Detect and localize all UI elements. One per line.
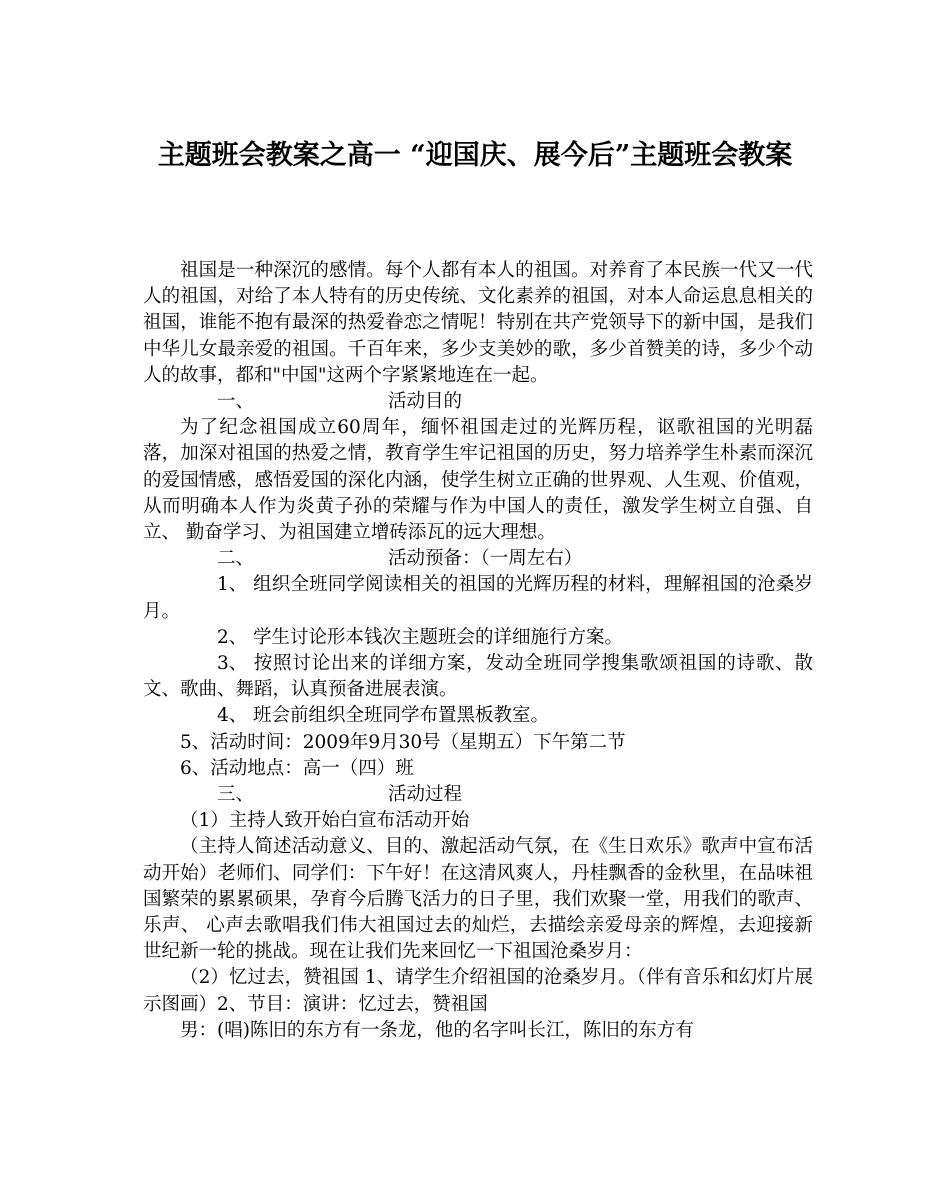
document-title: 主题班会教案之高一 “迎国庆、展今后”主题班会教案 (157, 140, 793, 171)
section-number: 三、 (217, 784, 255, 806)
list-item-4 (143, 703, 813, 729)
paragraph-intro: 祖国是一种深沉的感情。每个人都有本人的祖国。对养育了本民族一代又一代人的祖国，对给了本人特有的历史传统、文化素养的祖国，对本人命运息息相关的祖国，谁能不抱有最深的热爱眷恋之情呢！特别在共产党领导下的新中国，是我们中华儿女最亲爱的祖国。千百年来，多少支美妙的歌，多少首赞美的诗，多少个动人的故事，都和"中国"这两个字紧紧地连在一起。 (143, 260, 813, 386)
activity-time: 5、活动时间：2009年9月30号（星期五）下午第二节 (180, 731, 626, 753)
paragraph-song: 男：(唱)陈旧的东方有一条龙，他的名字叫长江，陈旧的东方有 (180, 1019, 694, 1041)
step-1-heading: （1）主持人致开始白宣布活动开始 (180, 810, 470, 832)
section-number: 二、 (217, 548, 255, 570)
list-text: 按照讨论出来的详细方案，发动全班同学搜集歌颂祖国的诗歌、散文、歌曲、舞蹈，认真预备进展表演。 (143, 653, 813, 701)
list-item-1 (143, 572, 813, 624)
section-heading-3 (143, 782, 813, 808)
list-number: 1、 (217, 574, 248, 596)
paragraph-purpose: 为了纪念祖国成立60周年，缅怀祖国走过的光辉历程，讴歌祖国的光明磊落，加深对祖国的热爱之情，教育学生牢记祖国的历史，努力培养学生朴素而深沉的爱国情感，感悟爱国的深化内涵，使学生树立正确的世界观、人生观、价值观，从而明确本人作为炎黄子孙的荣耀与作为中国人的责任，激发学生树立自强、自立、 勤奋学习、为祖国建立增砖添瓦的远大理想。 (143, 417, 813, 544)
section-title: 活动过程 (388, 784, 463, 806)
section-title: 活动预备：（一周左右） (388, 548, 583, 570)
list-text: 班会前组织全班同学布置黑板教室。 (253, 705, 550, 727)
list-item-3 (143, 651, 813, 703)
list-text: 学生讨论形本钱次主题班会的详细施行方案。 (253, 626, 624, 648)
list-item-2 (143, 625, 813, 651)
step-2-paragraph: （2）忆过去，赞祖国 1、请学生介绍祖国的沧桑岁月。（伴有音乐和幻灯片展示图画）2、节目：演讲：忆过去，赞祖国 (143, 967, 813, 1015)
section-title: 活动目的 (388, 391, 463, 413)
document-body (143, 258, 813, 1044)
section-heading-1 (143, 389, 813, 415)
list-text: 组织全班同学阅读相关的祖国的光辉历程的材料，理解祖国的沧桑岁月。 (143, 574, 813, 622)
list-number: 3、 (217, 653, 248, 675)
section-heading-2 (143, 546, 813, 572)
section-number: 一、 (217, 391, 255, 413)
activity-location: 6、活动地点：高一（四）班 (180, 757, 414, 779)
list-number: 2、 (217, 626, 248, 648)
list-number: 4、 (217, 705, 248, 727)
paragraph-host-speech: （主持人简述活动意义、目的、激起活动气氛，在《生日欢乐》歌声中宣布活动开始）老师们、同学们：下午好！在这清风爽人，丹桂飘香的金秋里，在品味祖国繁荣的累累硕果，孕育今后腾飞活力的日子里，我们欢聚一堂，用我们的歌声、乐声、 心声去歌唱我们伟大祖国过去的灿烂，去描绘亲爱母亲的辉煌，去迎接新世纪新一轮的挑战。现在让我们先来回忆一下祖国沧桑岁月： (143, 836, 813, 963)
